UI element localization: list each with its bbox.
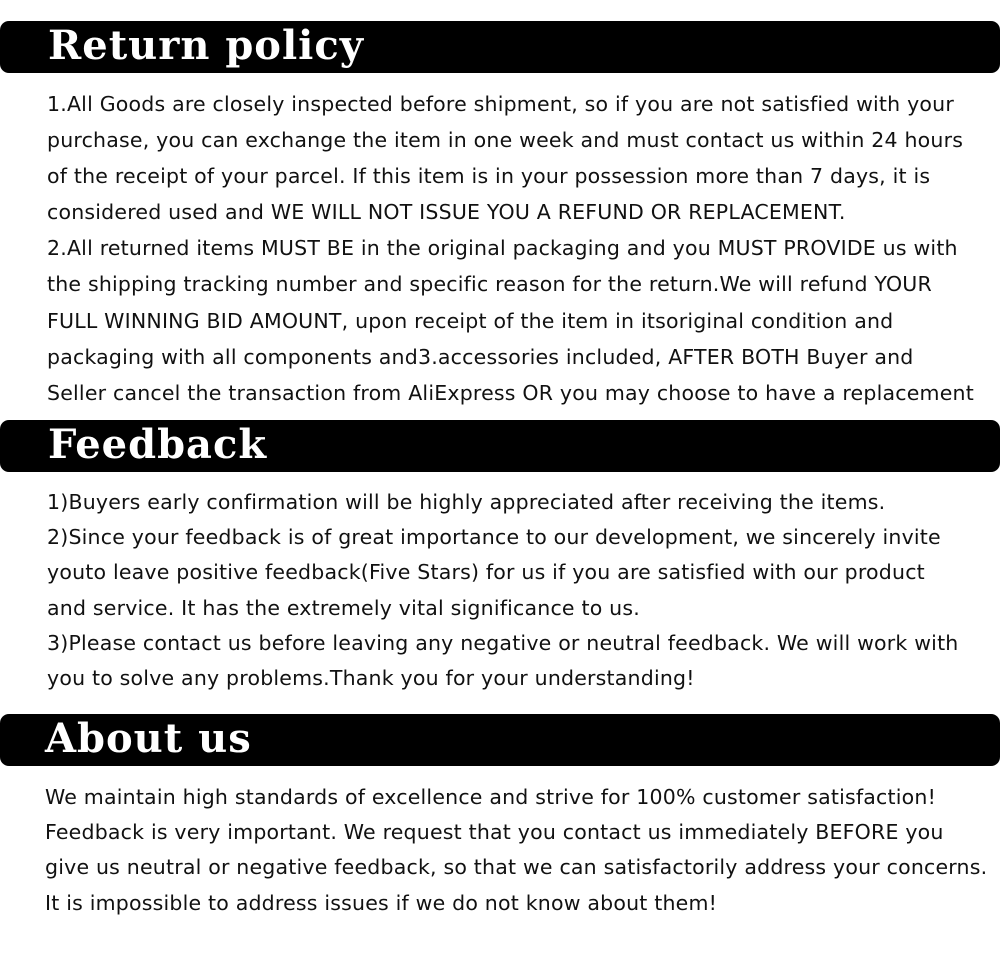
text-line: We maintain high standards of excellence and strive for 100% customer satisfaction!: [45, 785, 936, 809]
text-line: you to solve any problems.Thank you for your understanding!: [47, 666, 695, 691]
text-line: and service. It has the extremely vital significance to us.: [47, 595, 640, 620]
text-line: youto leave positive feedback(Five Stars) for us if you are satisfied with our product: [47, 560, 925, 585]
return-policy-banner: [0, 21, 1000, 73]
text-line: 1.All Goods are closely inspected before shipment, so if you are not satisfied with your: [47, 92, 954, 116]
feedback-text: [47, 485, 959, 696]
feedback-heading: Feedback: [48, 421, 268, 468]
feedback-banner: [0, 420, 1000, 472]
text-line: give us neutral or negative feedback, so that we can satisfactorily address your concerns.: [45, 855, 988, 880]
about-us-banner: [0, 714, 1000, 766]
text-line: It is impossible to address issues if we do not know about them!: [45, 890, 718, 915]
text-line: Seller cancel the transaction from AliExpress OR you may choose to have a replacement: [47, 380, 974, 405]
text-line: of the receipt of your parcel. If this item is in your possession more than 7 days, it is: [47, 164, 931, 189]
text-line: 2.All returned items MUST BE in the original packaging and you MUST PROVIDE us with: [47, 236, 958, 261]
text-line: the shipping tracking number and specific reason for the return.We will refund YOUR: [47, 272, 932, 297]
text-line: 1)Buyers early confirmation will be highly appreciated after receiving the items.: [47, 490, 886, 514]
text-line: considered used and WE WILL NOT ISSUE YOU A REFUND OR REPLACEMENT.: [47, 200, 846, 225]
about-us-text: [45, 780, 987, 921]
text-line: Feedback is very important. We request that you contact us immediately BEFORE you: [45, 820, 944, 845]
text-line: 3)Please contact us before leaving any negative or neutral feedback. We will work with: [47, 630, 959, 655]
about-us-heading: About us: [45, 715, 252, 762]
text-line: packaging with all components and3.accessories included, AFTER BOTH Buyer and: [47, 344, 914, 369]
return-policy-text: [47, 86, 974, 411]
text-line: FULL WINNING BID AMOUNT, upon receipt of the item in itsoriginal condition and: [47, 308, 894, 333]
return-policy-heading: Return policy: [48, 22, 364, 69]
text-line: purchase, you can exchange the item in one week and must contact us within 24 hours: [47, 128, 964, 153]
text-line: 2)Since your feedback is of great importance to our development, we sincerely invite: [47, 525, 941, 550]
